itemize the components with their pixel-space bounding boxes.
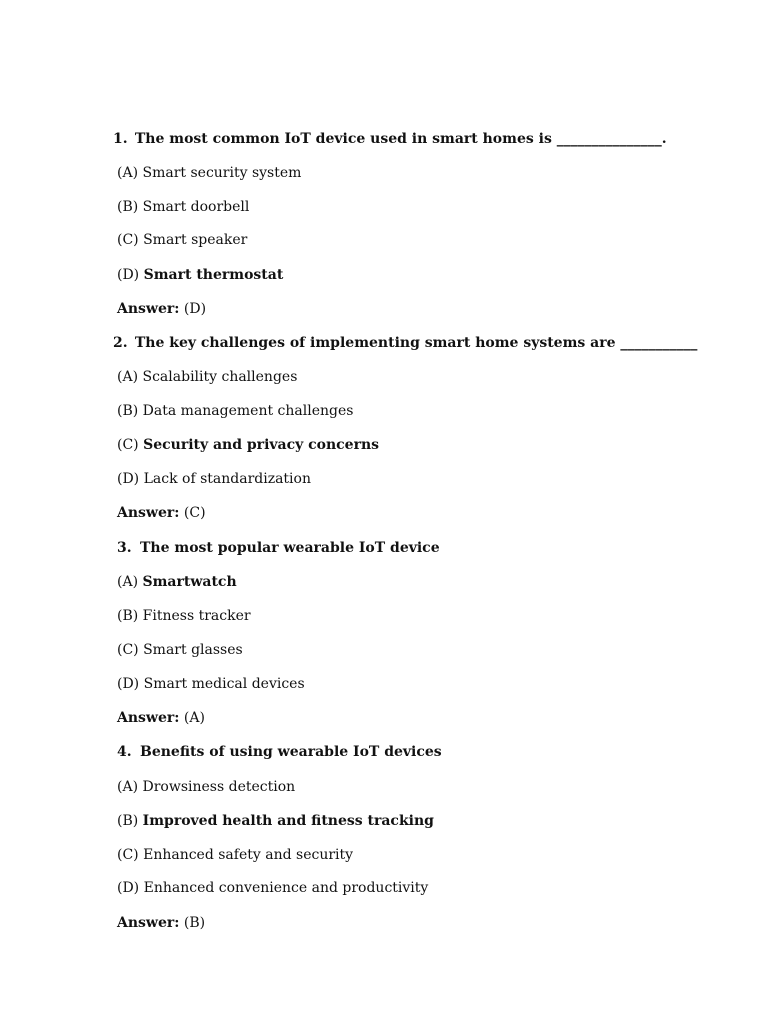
option-letter: (C) bbox=[117, 847, 139, 863]
answer-label: Answer: bbox=[117, 301, 180, 317]
option-letter: (C) bbox=[117, 232, 139, 248]
option-letter: (D) bbox=[117, 880, 140, 896]
question-3-stem: The most popular wearable IoT device bbox=[140, 540, 440, 556]
option-letter: (D) bbox=[117, 267, 140, 283]
option-letter: (A) bbox=[117, 165, 139, 181]
option-text: Smart doorbell bbox=[142, 199, 250, 215]
option-letter: (B) bbox=[117, 403, 139, 419]
question-4-number: 4. bbox=[117, 744, 132, 760]
option-text: Enhanced safety and security bbox=[143, 847, 354, 863]
option-text-correct: Improved health and fitness tracking bbox=[142, 813, 434, 829]
answer-label: Answer: bbox=[117, 915, 180, 931]
option-text: Data management challenges bbox=[142, 403, 354, 419]
option-letter: (A) bbox=[117, 574, 139, 590]
option-letter: (A) bbox=[117, 369, 139, 385]
question-2-option-c bbox=[117, 436, 379, 454]
option-text-correct: Security and privacy concerns bbox=[143, 437, 380, 453]
question-4-option-b bbox=[117, 812, 434, 830]
answer-value: (A) bbox=[183, 710, 205, 726]
answer-value: (D) bbox=[183, 301, 207, 317]
option-text: Smart medical devices bbox=[143, 676, 305, 692]
option-letter: (C) bbox=[117, 437, 139, 453]
question-1-option-a bbox=[117, 164, 301, 182]
option-letter: (A) bbox=[117, 779, 139, 795]
question-4-option-d bbox=[117, 879, 428, 897]
option-letter: (B) bbox=[117, 608, 139, 624]
question-3-answer bbox=[117, 709, 205, 727]
question-2-text bbox=[113, 334, 697, 352]
question-3-option-d bbox=[117, 675, 305, 693]
question-2-option-d bbox=[117, 470, 311, 488]
question-1-answer bbox=[117, 300, 206, 318]
question-1-option-c bbox=[117, 231, 247, 249]
option-letter: (C) bbox=[117, 642, 139, 658]
question-1-stem: The most common IoT device used in smart homes is _______________. bbox=[134, 131, 667, 147]
option-letter: (B) bbox=[117, 813, 139, 829]
question-3-text bbox=[117, 539, 440, 557]
question-1-number: 1. bbox=[113, 131, 128, 147]
answer-label: Answer: bbox=[117, 505, 180, 521]
question-3-option-c bbox=[117, 641, 243, 659]
question-4-option-a bbox=[117, 778, 295, 796]
question-1-option-b bbox=[117, 198, 249, 216]
option-text: Lack of standardization bbox=[143, 471, 311, 487]
question-2-number: 2. bbox=[113, 335, 128, 351]
answer-label: Answer: bbox=[117, 710, 180, 726]
question-2-option-b bbox=[117, 402, 353, 420]
question-1-text bbox=[113, 130, 667, 148]
option-text: Enhanced convenience and productivity bbox=[143, 880, 429, 896]
question-2-option-a bbox=[117, 368, 297, 386]
option-text-correct: Smartwatch bbox=[142, 574, 237, 590]
question-4-stem: Benefits of using wearable IoT devices bbox=[140, 744, 442, 760]
question-3-option-b bbox=[117, 607, 251, 625]
option-text-correct: Smart thermostat bbox=[143, 267, 284, 283]
option-text: Drowsiness detection bbox=[142, 779, 296, 795]
question-3-option-a bbox=[117, 573, 237, 591]
question-3-number: 3. bbox=[117, 540, 132, 556]
option-letter: (B) bbox=[117, 199, 139, 215]
option-text: Smart speaker bbox=[143, 232, 248, 248]
option-letter: (D) bbox=[117, 471, 140, 487]
answer-value: (B) bbox=[183, 915, 206, 931]
answer-value: (C) bbox=[183, 505, 206, 521]
question-1-option-d bbox=[117, 266, 283, 284]
option-text: Smart security system bbox=[142, 165, 302, 181]
question-2-stem: The key challenges of implementing smart home systems are ___________ bbox=[134, 335, 698, 351]
question-4-text bbox=[117, 743, 442, 761]
question-2-answer bbox=[117, 504, 206, 522]
option-letter: (D) bbox=[117, 676, 140, 692]
question-4-answer bbox=[117, 914, 205, 932]
option-text: Fitness tracker bbox=[142, 608, 251, 624]
option-text: Scalability challenges bbox=[142, 369, 298, 385]
option-text: Smart glasses bbox=[143, 642, 243, 658]
question-4-option-c bbox=[117, 846, 353, 864]
